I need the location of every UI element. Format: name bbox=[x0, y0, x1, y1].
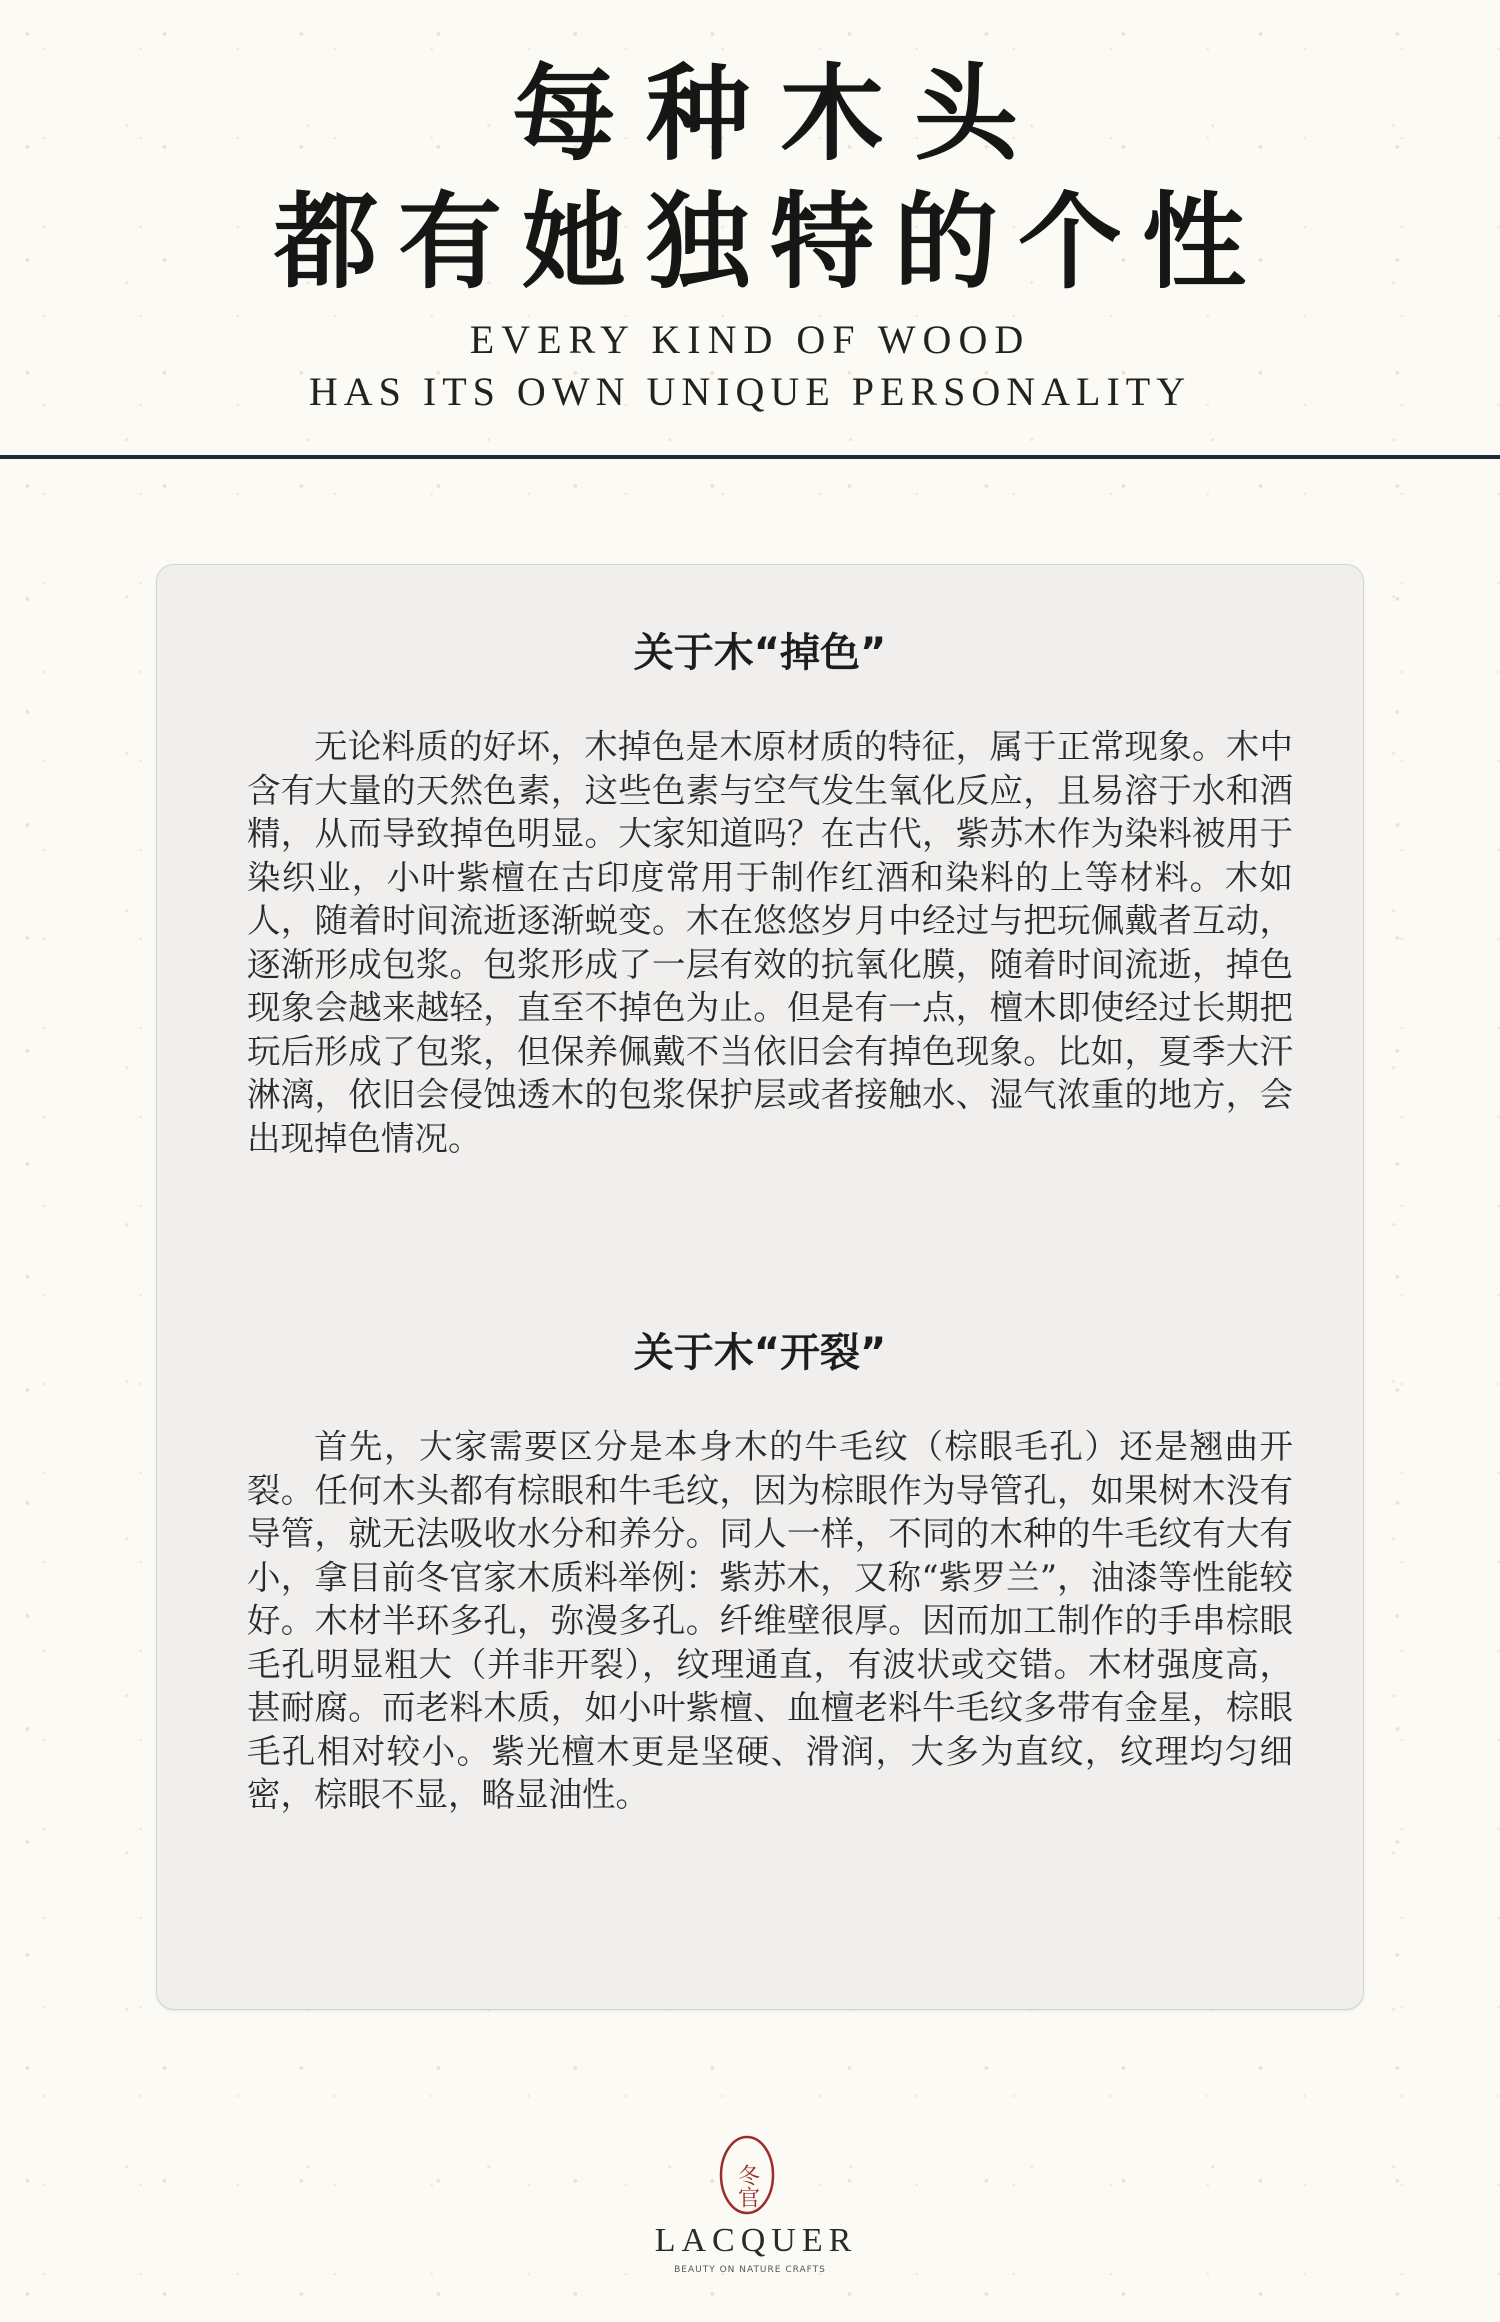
section-heading-cracking: 关于木“开裂” bbox=[633, 1330, 887, 1376]
section-heading-fading: 关于木“掉色” bbox=[633, 630, 887, 676]
brand-logo bbox=[0, 2126, 1500, 2286]
title-english-line-2: HAS ITS OWN UNIQUE PERSONALITY bbox=[308, 369, 1192, 414]
header-divider bbox=[0, 455, 1500, 459]
title-chinese-line-1: 每种木头 bbox=[511, 52, 1048, 175]
info-card bbox=[156, 564, 1364, 2010]
page-header bbox=[0, 0, 1500, 462]
title-english-line-1: EVERY KIND OF WOOD bbox=[469, 317, 1031, 362]
brand-name: LACQUER bbox=[654, 2222, 858, 2259]
title-chinese-line-2: 都有她独特的个性 bbox=[273, 180, 1266, 303]
seal-text: 冬官 bbox=[734, 2164, 760, 2208]
seal-icon bbox=[718, 2134, 776, 2216]
section-body-fading: 无论料质的好坏，木掉色是木原材质的特征，属于正常现象。木中含有大量的天然色素，这些色素与空气发生氧化反应，且易溶于水和酒精，从而导致掉色明显。大家知道吗？在古代，紫苏木作为染料被用于染织业，小叶紫檀在古印度常用于制作红酒和染料的上等材料。木如人，随着时间流逝逐渐蜕变。木在悠悠岁月中经过与把玩佩戴者互动，逐渐形成包浆。包浆形成了一层有效的抗氧化膜，随着时间流逝，掉色现象会越来越轻，直至不掉色为止。但是有一点，檀木即使经过长期把玩后形成了包浆，但保养佩戴不当依旧会有掉色现象。比如，夏季大汗淋漓，依旧会侵蚀透木的包浆保护层或者接触水、湿气浓重的地方，会出现掉色情况。 bbox=[247, 727, 1293, 1158]
brand-tagline: BEAUTY ON NATURE CRAFTS bbox=[674, 2265, 826, 2275]
section-body-cracking: 首先，大家需要区分是本身木的牛毛纹（棕眼毛孔）还是翘曲开裂。任何木头都有棕眼和牛毛纹，因为棕眼作为导管孔，如果树木没有导管，就无法吸收水分和养分。同人一样，不同的木种的牛毛纹有大有小，拿目前冬官家木质料举例：紫苏木，又称“紫罗兰”，油漆等性能较好。木材半环多孔，弥漫多孔。纤维壁很厚。因而加工制作的手串棕眼毛孔明显粗大（并非开裂），纹理通直，有波状或交错。木材强度高，甚耐腐。而老料木质，如小叶紫檀、血檀老料牛毛纹多带有金星，棕眼毛孔相对较小。紫光檀木更是坚硬、滑润，大多为直纹，纹理均匀细密，棕眼不显，略显油性。 bbox=[247, 1427, 1293, 1814]
